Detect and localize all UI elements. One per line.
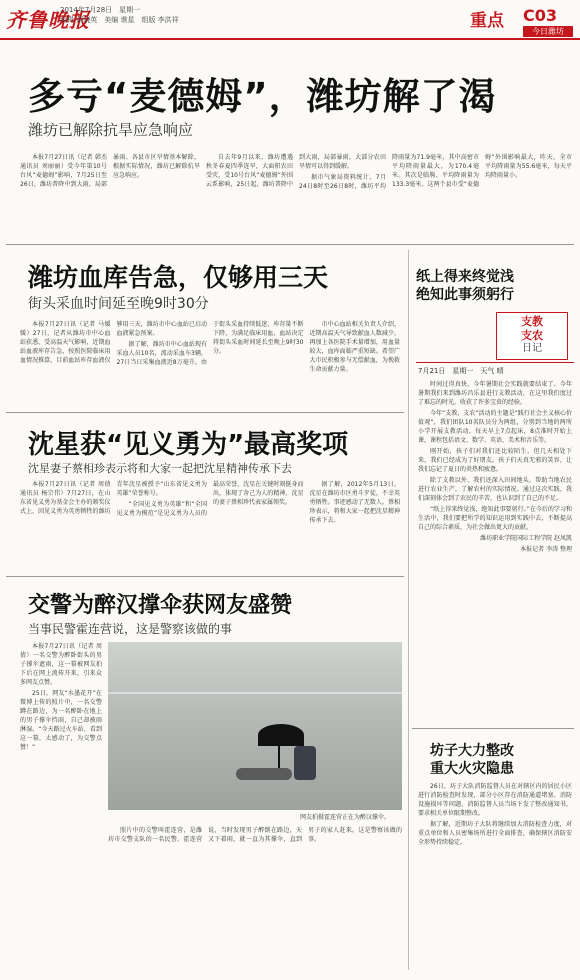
- fire-paragraph: 26日，坊子大队消防监督人员在对辖区内的居民小区进行消防检查时发现，部分小区存在消防通道堵塞、消防设施损坏等问题，消防监督人员当场下发了整改通知书，要求相关单位限期整改。: [418, 783, 572, 817]
- article3-subhead: 沈星妻子蔡相珍表示将和大家一起把沈星精神传承下去: [28, 462, 292, 475]
- article2-headline: 潍坊血库告急，仅够用三天: [28, 263, 329, 292]
- diary-paragraph: 时间过得真快，今年暑期社会实践就要结束了。今年暑期我们来到潍坊昌乐县进行支教活动，在这里我们度过了难忘的时光，收获了许多宝贵的经验。: [418, 381, 572, 406]
- article3-paragraph: 本报7月27日讯（记者 周倩 通讯员 杨宗伟）7月27日，在山东省见义勇为基金会主办的颁奖仪式上，因见义勇为英勇牺牲的潍坊青年沈星被授予“山东省见义勇为英雄”荣誉称号。: [20, 481, 207, 515]
- article2-divider: [6, 412, 404, 413]
- diary-paragraph: 除了支教以外，我们还深入田间地头，帮助当地农民进行农业生产，了解农村的实际情况。通过这次实践，我们深刻体会到了农民的辛苦，也认识到了自己的不足。: [418, 477, 572, 502]
- diary-paragraph: 今年“支教、支农”活动的主题是“践行社会主义核心价值观”，我们团队10名队员分为两组，分别到当地的两所小学开展支教活动。每天早上7点起床，8点准时开始上课，课程包括语文、数学、英语、美术和音乐等。: [418, 410, 572, 444]
- article4-paragraph: 本报7月27日讯（记者 周倩）一名交警为醉卧街头的男子撑伞遮雨，这一幕被网友拍下后在网上流传开来，引来众多网友点赞。: [20, 643, 102, 686]
- diary-author: 潍坊职业学院国际工程学院 赵凤凯: [480, 535, 572, 542]
- article3-body: [20, 480, 400, 570]
- article1-paragraph: 自去年9月以来，潍坊遭遇秋冬春夏四季连旱，大面积农田受灾，受10号台风“麦德姆”外围云系影响，25日起，潍坊普降中到大雨，局部暴雨。大部分农田旱情可以得到缓解。: [206, 154, 386, 188]
- article1-body: [20, 153, 572, 231]
- diary-paragraph: 刚开始，孩子们对我们还比较陌生，但几天相处下来，我们已经成为了好朋友。孩子们天真无邪的笑容，让我们忘记了夏日的炎热和疲惫。: [418, 448, 572, 473]
- article2-paragraph: 本报7月27日讯（记者 马媛媛）27日，记者从潍坊市中心血站获悉，受高温天气影响，近期血站血液库存告急，按照医院临床用血情况推算，目前血站库存血液仅够用三天，潍坊市中心血站已启动血液紧急预案。: [20, 321, 207, 364]
- masthead-meta: [60, 5, 179, 25]
- badge-line3: 日记: [522, 343, 542, 354]
- sidebar-red-rule: [416, 362, 574, 363]
- newspaper-logo: 齐鲁晚报: [6, 8, 90, 32]
- article3-paragraph: 据了解，2012年5月13日，沈星在潍坊市区勇斗歹徒，不幸英勇牺牲。事迹感动了无数人。蔡相珍表示，将和大家一起把沈星精神传承下去。: [309, 481, 400, 524]
- umbrella-shape: [258, 724, 304, 746]
- badge-line2: 支农: [521, 329, 543, 342]
- editors-line: 编辑 薪晓英 美编 谯星 组版 李洪祥: [60, 16, 179, 24]
- article4-body-right: [108, 826, 402, 968]
- diary-paragraph: “纸上得来终觉浅，绝知此事要躬行。”在今后的学习和生活中，我们要把所学的知识运用到实践中去，不断提高自己的综合素质，为社会做出更大的贡献。: [418, 506, 572, 531]
- article4-headline: 交警为醉汉撑伞获网友盛赞: [28, 593, 293, 618]
- article2-body: [20, 320, 400, 406]
- badge-line1: 支教: [521, 315, 543, 328]
- article4-subhead: 当事民警霍连营说，这是警察该做的事: [28, 622, 233, 636]
- road-marking: [108, 692, 402, 694]
- fire-headline2: 重大火灾隐患: [430, 761, 514, 777]
- article3-paragraph: “全国见义勇为英雄”和“全国见义勇为模范”是见义勇为人员的最高荣誉，沈星在关键时刻挺身而出，体现了舍己为人的精神，沈星的妻子蔡相珍代表家属领奖。: [116, 481, 304, 517]
- diary-body: [418, 380, 572, 718]
- diary-editor: 本报记者 李涛 整理: [520, 546, 572, 553]
- article3-headline: 沈星获“见义勇为”最高奖项: [28, 430, 349, 460]
- article1-paragraph: 据市气象局资料统计，7月24日8时至26日8时，潍坊平均降雨量为71.9毫米，其中高密市平均降雨量最大，为170.4毫米。其次是临朐、平均降雨量为133.3毫米。这两个县市受“麦德姆”外围影响最大，昨天，全市平均降雨量为55.6毫米，每天平均降雨量小。: [299, 154, 572, 190]
- article2-paragraph: 市中心血站相关负责人介绍，近期高温天气导致献血人数减少，再加上各医院手术量增加，用血量较大，血库面临严重短缺。希望广大市民积极参与无偿献血，为挽救生命贡献力量。: [309, 321, 400, 373]
- photo-caption: 网友拍摄霍连营正在为醉汉撑伞。: [300, 814, 391, 821]
- article4-paragraph: 25日，网友“水墨花开”在微博上传的照片中，一名交警蹲在路边，为一名醉卧在地上的男子撑伞挡雨，自己却被雨淋湿。“今天路过火车站，看到这一幕，太感动了，为交警点赞！”: [20, 690, 102, 751]
- police-officer-figure: [294, 746, 316, 780]
- article1-subhead: 潍坊已解除抗旱应急响应: [28, 121, 194, 139]
- sidebar-diary: [416, 268, 574, 304]
- diary-badge: [496, 312, 568, 360]
- masthead: [0, 0, 580, 40]
- person-lying-figure: [236, 768, 292, 780]
- umbrella-handle: [278, 746, 280, 768]
- article1-divider: [6, 244, 574, 245]
- sidebar-fire-story: [430, 742, 574, 778]
- article4-paragraph: 照片中的交警叫霍连营，是潍坊市交警支队的一名民警。霍连营说，当时发现男子醉倒在路边，天又下着雨，就一直为其撑伞，直到男子的家人赶来。这是警察该做的事。: [108, 827, 402, 843]
- section-title: 重点: [470, 11, 504, 31]
- news-photo: [108, 642, 402, 810]
- subsection-badge: 今日潍坊: [523, 26, 573, 37]
- article1-paragraph: 本报7月27日讯（记者 韩杰 通讯员 刘丽丽）受今年第10号台风“麦德姆”影响，7月25日至26日，潍坊普降中到大雨，局部暴雨。各县市区旱情基本解除，根据实际情况，潍坊已解除抗旱应急响应。: [20, 154, 200, 188]
- fire-paragraph: 据了解，近期坊子大队将继续加大消防检查力度，对重点单位和人员密集场所进行全面排查，确保辖区消防安全形势持续稳定。: [418, 821, 572, 846]
- article1-headline: 多亏“麦德姆”，潍坊解了渴: [28, 75, 497, 118]
- diary-dateline: 7月21日 星期一 天气 晴: [418, 367, 504, 375]
- fire-headline1: 坊子大力整改: [430, 743, 514, 759]
- masthead-divider: [0, 38, 580, 40]
- page-number: C03: [523, 6, 558, 25]
- article4-body-left: [20, 642, 102, 968]
- issue-date: 2014年7月28日 星期一: [60, 6, 141, 14]
- sidebar-divider: [412, 728, 574, 729]
- sidebar-headline2: 绝知此事须躬行: [416, 287, 514, 303]
- sidebar-headline1: 纸上得来终觉浅: [416, 269, 514, 285]
- fire-body: [418, 782, 572, 970]
- article3-divider: [6, 576, 404, 577]
- sidebar-separator: [408, 250, 409, 970]
- article2-subhead: 街头采血时间延至晚9时30分: [28, 296, 209, 312]
- article2-paragraph: 据了解，潍坊市中心血站现有采血人员10名，流动采血车3辆，27日当日采集血液近8万毫升。由于街头采血持续低迷，库存量不断下降，为满足临床用血，血站决定将街头采血时间延长至晚上9时30分。: [116, 321, 304, 366]
